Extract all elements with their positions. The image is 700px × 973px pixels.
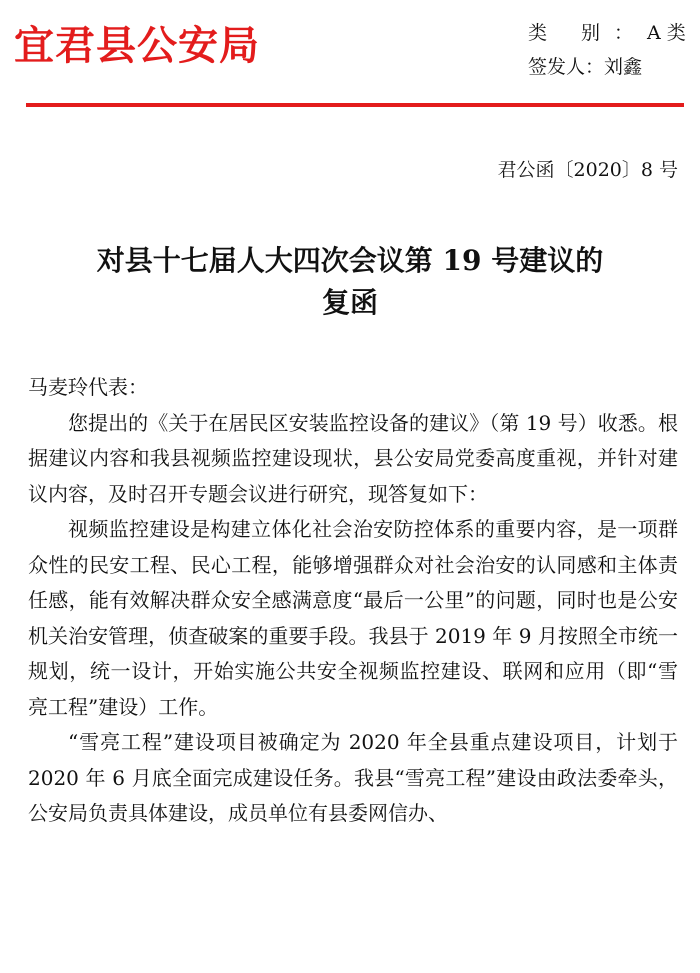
paragraph-1: 您提出的《关于在居民区安装监控设备的建议》（第 19 号）收悉。根据建议内容和我县视频监控建设现状，县公安局党委高度重视，并针对建议内容，及时召开专题会议进行研究，现答复如下：: [28, 410, 678, 506]
document-title: [20, 240, 680, 324]
title-line-1: 对县十七届人大四次会议第 19 号建议的: [96, 244, 604, 277]
category-label: 类 别：: [528, 22, 648, 44]
category-value: A 类: [647, 22, 686, 44]
paragraph-2: 视频监控建设是构建立体化社会治安防控体系的重要内容，是一项群众性的民安工程、民心工程，能够增强群众对社会治安的认同感和主体责任感，能有效解决群众安全感满意度“最后一公里”的问题，同时也是公安机关治安管理，侦查破案的重要手段。我县于 2019 年 9 月按照全市统一规划，统一设计，开始实施公共安全视频监控建设、联网和应用（即“雪亮工程”建设）工作。: [28, 517, 678, 719]
document-body: [28, 370, 678, 832]
document-meta: [528, 16, 686, 84]
document-number: 君公函〔2020〕8 号: [497, 159, 678, 181]
category-row: [528, 16, 686, 50]
letterhead: [0, 0, 700, 120]
salutation: 马麦玲代表：: [28, 375, 148, 399]
issuer-row: [528, 50, 678, 84]
paragraph-3: “雪亮工程”建设项目被确定为 2020 年全县重点建设项目，计划于 2020 年 6 月底全面完成建设任务。我县“雪亮工程”建设由政法委牵头，公安局负责具体建设，成员单位有县委网信办、: [28, 730, 678, 825]
title-line-2: 复函: [321, 286, 378, 319]
issuer-label: 签发人：: [528, 56, 605, 78]
agency-name: 宜君县公安局: [14, 22, 260, 69]
issuer-value: 刘鑫: [604, 56, 643, 78]
letterhead-divider: [26, 103, 684, 107]
